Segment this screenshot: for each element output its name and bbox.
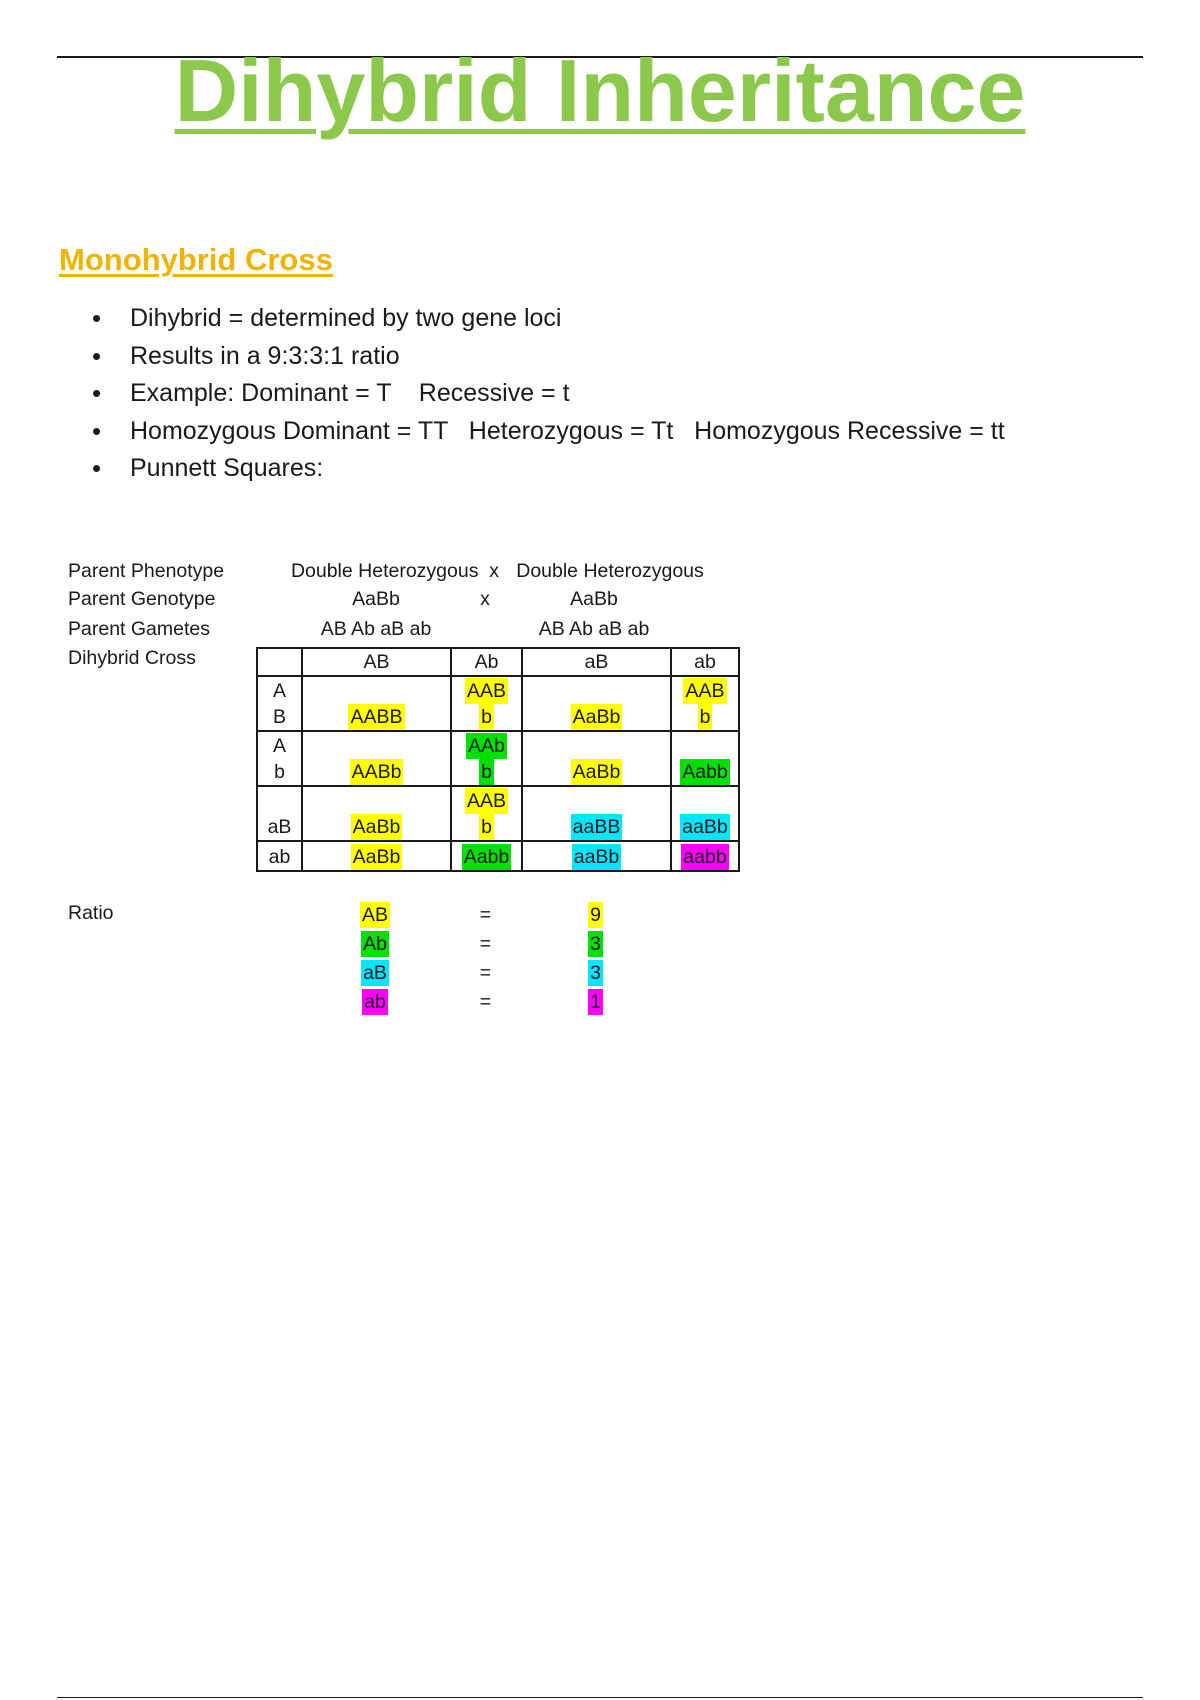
ratio-phenotype: Ab: [363, 933, 387, 955]
punnett-cell: [522, 841, 671, 871]
gametes-right: AB Ab aB ab: [538, 618, 650, 640]
punnett-cell: [451, 786, 522, 841]
punnett-corner: [257, 648, 302, 676]
punnett-row-header: [257, 841, 302, 871]
punnett-cell: [451, 676, 522, 731]
row-header-text: aB: [267, 816, 292, 838]
genotype-text: Aabb: [682, 761, 728, 783]
phenotype-right: Double Heterozygous: [516, 560, 704, 582]
punnett-row: [257, 841, 739, 871]
genotype-cross-sign: x: [480, 588, 490, 610]
genotype-text: AAb: [468, 735, 505, 757]
gametes-left: AB Ab aB ab: [320, 618, 432, 640]
punnett-cell: [671, 731, 739, 786]
genotype-text: AaBb: [352, 816, 401, 838]
ratio-label: Ratio: [68, 902, 114, 924]
section-heading: Monohybrid Cross: [59, 242, 333, 277]
punnett-square: [256, 647, 740, 872]
row-header-text: A: [272, 735, 286, 757]
punnett-cell: [671, 786, 739, 841]
ratio-value: 9: [590, 904, 601, 926]
label-dihybrid-cross: Dihybrid Cross: [68, 647, 196, 669]
ratio-equals: =: [479, 904, 492, 926]
genotype-text: AAB: [466, 790, 507, 812]
genotype-text: aaBb: [573, 846, 620, 868]
genotype-text: b: [481, 816, 492, 838]
ratio-value: 1: [590, 991, 601, 1013]
genotype-text: AABB: [350, 706, 403, 728]
bottom-rule: [57, 1697, 1143, 1698]
punnett-cell: [522, 731, 671, 786]
genotype-text: AAB: [466, 680, 507, 702]
row-header-text: B: [272, 706, 286, 728]
punnett-column-header: Ab: [451, 648, 522, 676]
ratio-phenotype: AB: [361, 904, 388, 926]
genotype-text: b: [481, 706, 492, 728]
ratio-equals: =: [479, 991, 492, 1013]
punnett-cell: [451, 841, 522, 871]
genotype-text: b: [481, 761, 492, 783]
genotype-right: AaBb: [570, 588, 618, 610]
page-title: Dihybrid Inheritance: [174, 41, 1026, 140]
punnett-cell: [302, 676, 451, 731]
genotype-text: b: [699, 706, 711, 728]
punnett-cell: [451, 731, 522, 786]
punnett-cell: [302, 841, 451, 871]
row-header-text: b: [274, 761, 285, 783]
genotype-text: aaBB: [572, 816, 621, 838]
genotype-text: aabb: [683, 846, 727, 868]
ratio-value: 3: [590, 962, 601, 984]
list-item: • Results in a 9:3:3:1 ratio: [92, 338, 1005, 376]
punnett-cell: [302, 786, 451, 841]
label-parent-gametes: Parent Gametes: [68, 618, 210, 640]
ratio-phenotype: aB: [363, 962, 387, 984]
punnett-row: [257, 731, 739, 786]
list-item: • Homozygous Dominant = TT Heterozygous = Tt Homozygous Recessive = tt: [92, 413, 1005, 451]
genotype-text: Aabb: [463, 846, 510, 868]
bullet-list: [92, 300, 1005, 488]
label-parent-genotype: Parent Genotype: [68, 588, 216, 610]
ratio-phenotype: ab: [364, 991, 386, 1013]
row-header-text: A: [272, 680, 286, 702]
list-item: • Punnett Squares:: [92, 450, 1005, 488]
punnett-row-header: [257, 676, 302, 731]
genotype-text: AaBb: [572, 706, 621, 728]
punnett-column-header: ab: [671, 648, 739, 676]
genotype-text: aaBb: [682, 816, 728, 838]
punnett-column-header: AB: [302, 648, 451, 676]
punnett-cell: [671, 841, 739, 871]
punnett-column-header: aB: [522, 648, 671, 676]
phenotype-left: Double Heterozygous x: [290, 560, 500, 582]
genotype-left: AaBb: [352, 588, 400, 610]
punnett-cell: [522, 786, 671, 841]
list-item: • Dihybrid = determined by two gene loci: [92, 300, 1005, 338]
genotype-text: AaBb: [572, 761, 621, 783]
punnett-row: [257, 786, 739, 841]
row-header-text: ab: [268, 846, 291, 868]
punnett-cell: [522, 676, 671, 731]
punnett-row-header: [257, 731, 302, 786]
ratio-equals: =: [479, 933, 492, 955]
genotype-text: AAB: [685, 680, 725, 702]
genotype-text: AABb: [351, 761, 402, 783]
list-item: • Example: Dominant = T Recessive = t: [92, 375, 1005, 413]
genotype-text: AaBb: [352, 846, 401, 868]
punnett-row: [257, 676, 739, 731]
ratio-value: 3: [590, 933, 601, 955]
punnett-cell: [671, 676, 739, 731]
label-parent-phenotype: Parent Phenotype: [68, 560, 225, 582]
ratio-equals: =: [479, 962, 492, 984]
punnett-row-header: [257, 786, 302, 841]
punnett-cell: [302, 731, 451, 786]
